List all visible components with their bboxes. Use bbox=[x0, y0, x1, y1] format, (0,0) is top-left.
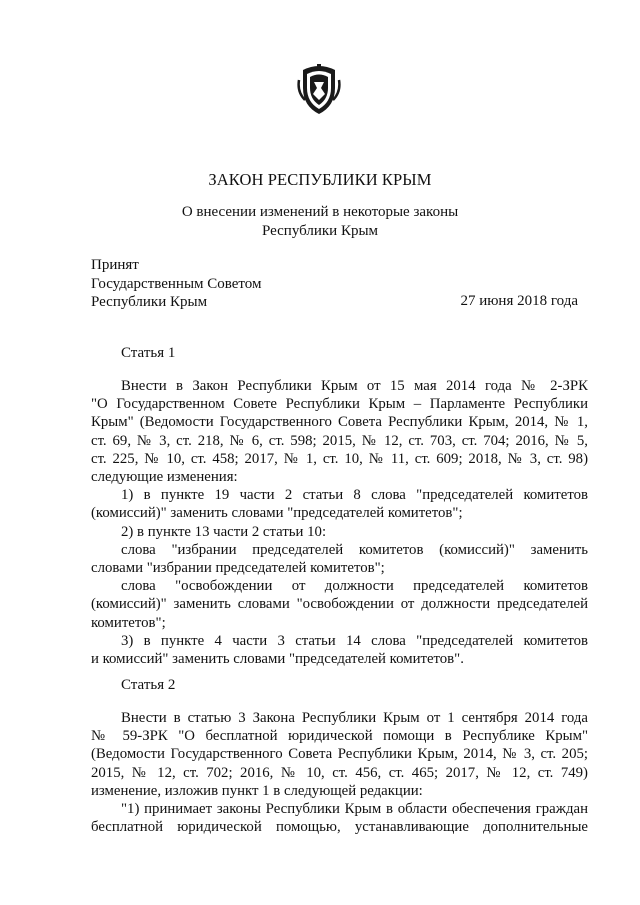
document-subtitle bbox=[0, 203, 640, 241]
adoption-block bbox=[91, 256, 262, 312]
crimea-coat-of-arms-icon bbox=[297, 64, 341, 116]
body-line: "1) принимает законы Республики Крым в области обеспечения граждан bbox=[121, 801, 588, 818]
body-line: слова "освобождении от должности председателей комитетов bbox=[121, 578, 588, 595]
article-1-body bbox=[91, 377, 588, 668]
subtitle-line: Республики Крым bbox=[261, 223, 379, 239]
body-line: комитетов"; bbox=[91, 614, 166, 631]
body-line: (комиссий)" заменить словами "председателей комитетов"; bbox=[91, 505, 463, 522]
body-line: Крым" (Ведомости Государственного Совета Республики Крым, 2014, № 1, bbox=[91, 414, 588, 431]
adoption-line: Принят bbox=[91, 257, 139, 273]
body-line: 2) в пункте 13 части 2 статьи 10: bbox=[121, 523, 327, 540]
body-line: следующие изменения: bbox=[91, 469, 238, 486]
article-2-heading: Статья 2 bbox=[121, 677, 176, 693]
body-line: (комиссий)" заменить словами "освобождении от должности председателей bbox=[91, 596, 588, 613]
body-line: и комиссий" заменить словами "председателей комитетов". bbox=[91, 651, 464, 668]
body-line: 3) в пункте 4 части 3 статьи 14 слова "председателей комитетов bbox=[121, 632, 588, 649]
subtitle-line: О внесении изменений в некоторые законы bbox=[181, 204, 459, 220]
body-line: бесплатной юридической помощью, устанавливающие дополнительные bbox=[91, 819, 588, 836]
body-line: Внести в Закон Республики Крым от 15 мая 2014 года № 2-ЗРК bbox=[121, 378, 588, 394]
body-line: ст. 225, № 10, ст. 458; 2017, № 1, ст. 10, № 11, ст. 609; 2018, № 3, ст. 98) bbox=[91, 450, 588, 467]
adoption-date: 27 июня 2018 года bbox=[460, 293, 578, 309]
body-line: словами "избрании председателей комитетов"; bbox=[91, 560, 385, 577]
body-line: (Ведомости Государственного Совета Республики Крым, 2014, № 3, ст. 205; bbox=[91, 746, 588, 763]
document-title: ЗАКОН РЕСПУБЛИКИ КРЫМ bbox=[208, 170, 432, 189]
body-line: изменение, изложив пункт 1 в следующей редакции: bbox=[91, 782, 423, 799]
body-line: 1) в пункте 19 части 2 статьи 8 слова "председателей комитетов bbox=[121, 487, 588, 504]
adoption-line: Государственным Советом bbox=[91, 275, 262, 292]
body-line: Внести в статью 3 Закона Республики Крым от 1 сентября 2014 года bbox=[121, 710, 588, 726]
body-line: 2015, № 12, ст. 702; 2016, № 10, ст. 456, ст. 465; 2017, № 12, ст. 749) bbox=[91, 764, 588, 781]
body-line: "О Государственном Совете Республики Крым – Парламенте Республики bbox=[91, 396, 588, 413]
body-line: ст. 69, № 3, ст. 218, № 6, ст. 598; 2015, № 12, ст. 703, ст. 704; 2016, № 5, bbox=[91, 432, 588, 449]
article-1-heading: Статья 1 bbox=[121, 345, 176, 361]
body-line: слова "избрании председателей комитетов (комиссий)" заменить bbox=[121, 541, 588, 558]
adoption-line: Республики Крым bbox=[91, 294, 208, 310]
article-2-body bbox=[91, 709, 588, 836]
body-line: № 59-ЗРК "О бесплатной юридической помощи в Республике Крым" bbox=[91, 728, 588, 745]
